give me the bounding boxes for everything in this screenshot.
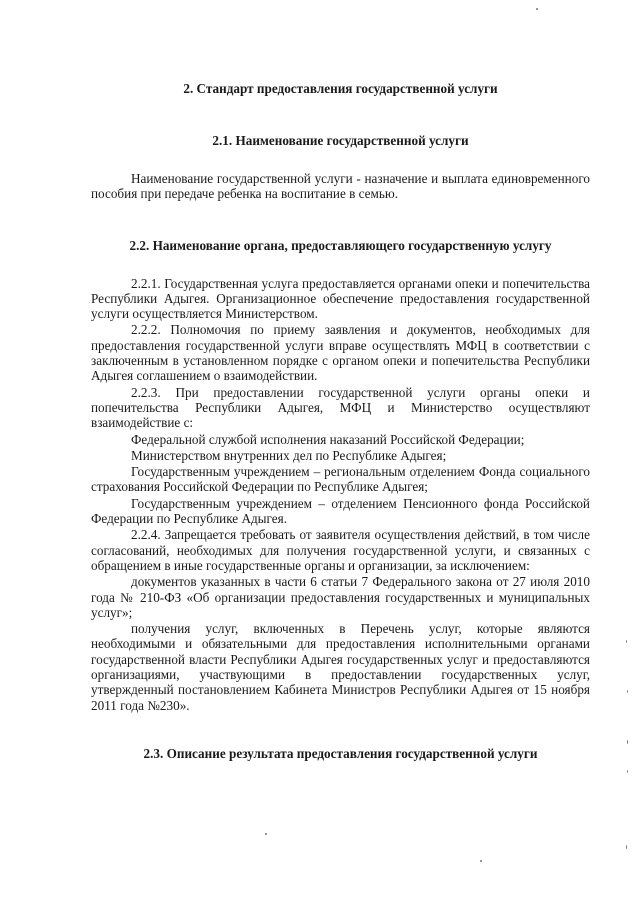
scan-speck xyxy=(627,770,628,773)
paragraph-list-item: документов указанных в части 6 статьи 7 Федерального закона от 27 июля 2010 года № 210-ФЗ «Об организации предоставления государственных и муниципальных услуг»; xyxy=(91,574,590,620)
scan-speck xyxy=(265,833,267,835)
scan-speck xyxy=(536,8,538,10)
paragraph-2-2-1: 2.2.1. Государственная услуга предоставляется органами опеки и попечительства Республики Адыгея. Организационное обеспечение предоставления государственной услуги осуществляется Министерством. xyxy=(91,275,590,322)
scan-speck xyxy=(480,860,482,862)
section-2-3-title: 2.3. Описание результата предоставления государственной услуги xyxy=(143,745,538,761)
paragraph-list-item: Федеральной службой исполнения наказаний Российской Федерации; xyxy=(131,431,525,447)
document-content xyxy=(91,80,590,762)
paragraph-list-item: Государственным учреждением – отделением Пенсионного фонда Российской Федерации по Республике Адыгея. xyxy=(91,495,590,527)
paragraph-2-2-2: 2.2.2. Полномочия по приему заявления и документов, необходимых для предоставления государственной услуги вправе осуществлять МФЦ в соответствии с заключенным в установленном порядке с органом опеки и попечительства Республики Адыгея соглашением о взаимодействии. xyxy=(91,322,590,384)
section-2-2-title: 2.2. Наименование органа, предоставляющего государственную услугу xyxy=(129,237,552,253)
scan-speck xyxy=(627,690,628,693)
scan-speck xyxy=(627,740,628,744)
paragraph-2-2-3: 2.2.3. При предоставлении государственной услуги органы опеки и попечительства Республики Адыгея, МФЦ и Министерство осуществляют взаимодействие с: xyxy=(91,384,590,431)
paragraph-list-item: Министерством внутренних дел по Республике Адыгея; xyxy=(131,447,447,463)
section-2-title: 2. Стандарт предоставления государственной услуги xyxy=(183,81,498,96)
scan-speck xyxy=(626,845,627,849)
paragraph-2-2-4: 2.2.4. Запрещается требовать от заявителя осуществления действий, в том числе согласований, необходимых для получения государственной услуги, и связанных с обращением в иные государственные органы и организации, за исключением: xyxy=(91,527,590,573)
section-2-1-body xyxy=(91,171,590,202)
section-2-1-title: 2.1. Наименование государственной услуги xyxy=(212,133,469,148)
scan-speck xyxy=(626,640,627,643)
section-2-2-body xyxy=(91,276,590,713)
paragraph: Наименование государственной услуги - назначение и выплата единовременного пособия при передаче ребенка на воспитание в семью. xyxy=(91,171,590,202)
paragraph-list-item: получения услуг, включенных в Перечень услуг, которые являются необходимыми и обязательными для предоставления исполнительными органами государственной власти Республики Адыгея государственных услуг и предоставляются организациями, участвующими в предоставлении государственных услуг, утвержденный постановлением Кабинета Министров Республики Адыгея от 15 ноября 2011 года №230». xyxy=(91,621,590,713)
paragraph-list-item: Государственным учреждением – региональным отделением Фонда социального страхования Российской Федерации по Республике Адыгея; xyxy=(91,464,590,495)
